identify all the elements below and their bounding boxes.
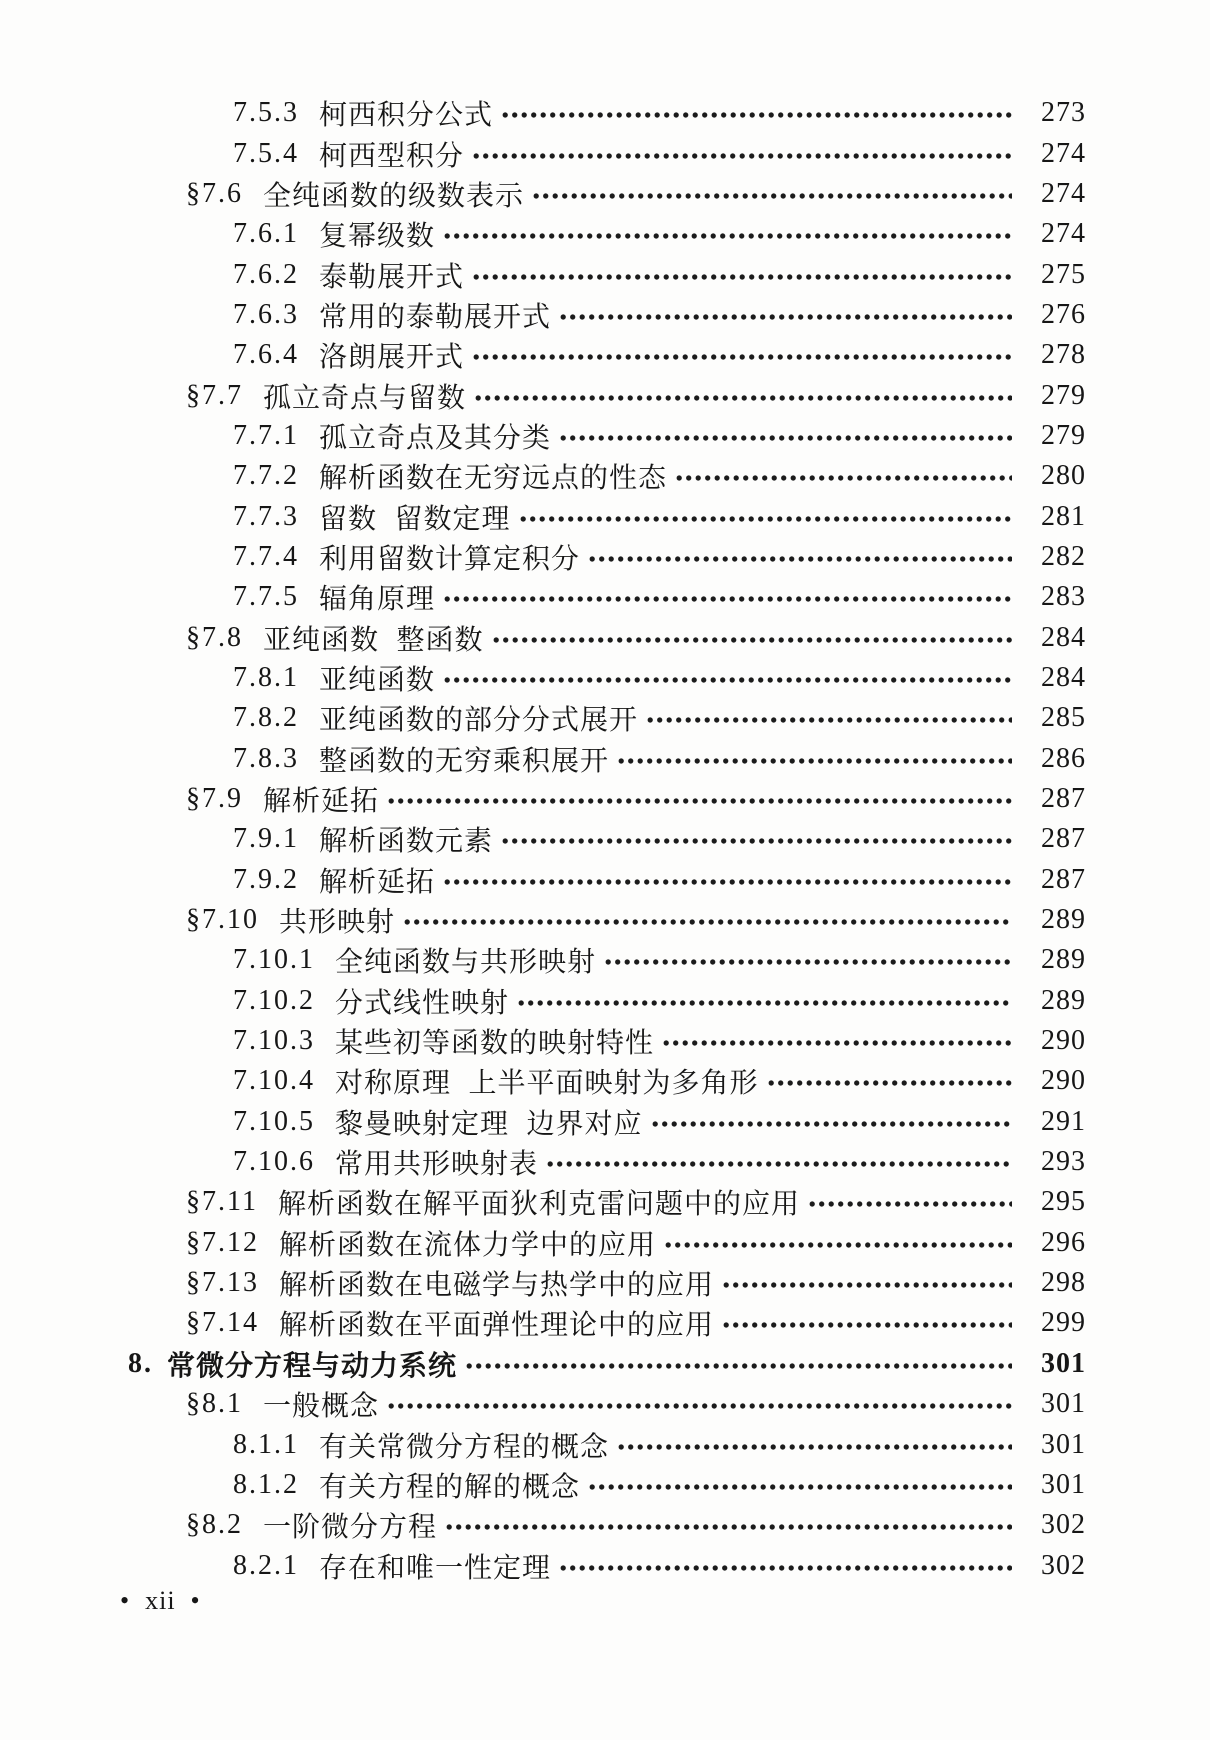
- entry-page-number: 285: [1041, 702, 1086, 734]
- dot-leader: [492, 635, 1012, 645]
- toc-entry: [0, 860, 1086, 900]
- toc-entry: [0, 1142, 1086, 1182]
- toc-entry: [0, 1384, 1086, 1424]
- entry-title: 黎曼映射定理 边界对应: [335, 1107, 643, 1139]
- entry-number: 8.1.2: [233, 1468, 299, 1500]
- entry-title: 解析延拓: [263, 785, 380, 817]
- entry-page-number: 286: [1041, 742, 1086, 774]
- entry-title: 辐角原理: [319, 583, 436, 615]
- entry-title: 一般概念: [263, 1390, 380, 1422]
- toc-entry: [0, 133, 1086, 173]
- toc-entry: [0, 93, 1086, 133]
- entry-number: 7.5.3: [233, 97, 299, 129]
- entry-title: 分式线性映射: [335, 986, 510, 1018]
- dot-leader: [501, 110, 1012, 120]
- entry-number: 8.1.1: [233, 1428, 299, 1460]
- entry-title: 常微分方程与动力系统: [167, 1349, 458, 1381]
- entry-page-number: 295: [1041, 1186, 1086, 1218]
- entry-page-number: 282: [1041, 540, 1086, 572]
- entry-title: 共形映射: [279, 906, 396, 938]
- entry-title: 柯西积分公式: [319, 99, 494, 131]
- toc-entry: [0, 1344, 1086, 1384]
- entry-number: 7.7.3: [233, 500, 299, 532]
- dot-leader: [472, 151, 1012, 161]
- toc-entry: [0, 940, 1086, 980]
- entry-number: 7.7.1: [233, 419, 299, 451]
- entry-title: 有关常微分方程的概念: [319, 1430, 610, 1462]
- entry-title: 有关方程的解的概念: [319, 1470, 581, 1502]
- toc-entry: [0, 1303, 1086, 1343]
- entry-page-number: 279: [1041, 419, 1086, 451]
- toc-entry: [0, 1061, 1086, 1101]
- dot-leader: [675, 473, 1012, 483]
- dot-leader: [559, 1563, 1012, 1573]
- entry-number: 8.: [128, 1347, 153, 1379]
- toc-entry: [0, 496, 1086, 536]
- entry-title: 对称原理 上半平面映射为多角形: [335, 1067, 759, 1099]
- entry-page-number: 284: [1041, 661, 1086, 693]
- entry-page-number: 283: [1041, 581, 1086, 613]
- entry-title: 解析函数在无穷远点的性态: [319, 462, 668, 494]
- toc-entry: [0, 456, 1086, 496]
- toc-entry: [0, 900, 1086, 940]
- dot-leader: [722, 1320, 1012, 1330]
- toc-entry: [0, 537, 1086, 577]
- entry-title: 亚纯函数 整函数: [263, 623, 484, 655]
- toc-entry: [0, 1465, 1086, 1505]
- entry-title: 解析函数在平面弹性理论中的应用: [279, 1309, 715, 1341]
- dot-leader: [501, 836, 1012, 846]
- entry-page-number: 280: [1041, 460, 1086, 492]
- entry-page-number: 299: [1041, 1307, 1086, 1339]
- entry-page-number: 275: [1041, 258, 1086, 290]
- entry-page-number: 301: [1041, 1468, 1086, 1500]
- dot-leader: [465, 1361, 1012, 1371]
- dot-leader: [443, 594, 1012, 604]
- entry-page-number: 287: [1041, 783, 1086, 815]
- entry-title: 洛朗展开式: [319, 341, 465, 373]
- entry-page-number: 281: [1041, 500, 1086, 532]
- entry-page-number: 293: [1041, 1146, 1086, 1178]
- entry-number: §8.1: [186, 1388, 243, 1420]
- entry-page-number: 273: [1041, 97, 1086, 129]
- dot-leader: [403, 917, 1012, 927]
- entry-title: 复幂级数: [319, 220, 436, 252]
- dot-leader: [617, 756, 1012, 766]
- entry-number: 7.7.5: [233, 581, 299, 613]
- entry-title: 一阶微分方程: [263, 1511, 438, 1543]
- entry-number: §7.13: [186, 1267, 259, 1299]
- dot-leader: [387, 796, 1012, 806]
- entry-number: 8.2.1: [233, 1549, 299, 1581]
- dot-leader: [767, 1078, 1012, 1088]
- entry-title: 存在和唯一性定理: [319, 1551, 552, 1583]
- entry-number: 7.6.3: [233, 298, 299, 330]
- toc-entry: [0, 1424, 1086, 1464]
- entry-number: 7.8.1: [233, 661, 299, 693]
- entry-title: 泰勒展开式: [319, 260, 465, 292]
- entry-number: §8.2: [186, 1509, 243, 1541]
- entry-title: 全纯函数的级数表示: [263, 179, 525, 211]
- entry-page-number: 274: [1041, 137, 1086, 169]
- entry-number: 7.7.4: [233, 540, 299, 572]
- entry-number: §7.8: [186, 621, 243, 653]
- entry-number: 7.5.4: [233, 137, 299, 169]
- dot-leader: [472, 352, 1012, 362]
- dot-leader: [445, 1522, 1012, 1532]
- entry-number: §7.11: [186, 1186, 258, 1218]
- page-number-footer: • xii •: [120, 1586, 201, 1615]
- entry-title: 常用的泰勒展开式: [319, 300, 552, 332]
- entry-number: §7.7: [186, 379, 243, 411]
- toc-entry: [0, 819, 1086, 859]
- entry-page-number: 278: [1041, 339, 1086, 371]
- entry-title: 常用共形映射表: [335, 1148, 539, 1180]
- toc-entry: [0, 335, 1086, 375]
- dot-leader: [546, 1159, 1012, 1169]
- entry-number: 7.6.1: [233, 218, 299, 250]
- entry-page-number: 289: [1041, 984, 1086, 1016]
- entry-number: 7.7.2: [233, 460, 299, 492]
- entry-title: 利用留数计算定积分: [319, 542, 581, 574]
- entry-page-number: 290: [1041, 1025, 1086, 1057]
- dot-leader: [588, 1482, 1012, 1492]
- dot-leader: [722, 1280, 1012, 1290]
- toc-entry: [0, 295, 1086, 335]
- entry-number: §7.12: [186, 1226, 259, 1258]
- toc-entry: [0, 1263, 1086, 1303]
- entry-number: 7.10.5: [233, 1105, 315, 1137]
- dot-leader: [559, 433, 1012, 443]
- entry-page-number: 274: [1041, 177, 1086, 209]
- dot-leader: [387, 1401, 1012, 1411]
- entry-title: 亚纯函数: [319, 663, 436, 695]
- entry-number: 7.10.6: [233, 1146, 315, 1178]
- toc-entry: [0, 375, 1086, 415]
- entry-title: 孤立奇点与留数: [263, 381, 467, 413]
- dot-leader: [517, 998, 1012, 1008]
- entry-number: 7.10.3: [233, 1025, 315, 1057]
- dot-leader: [443, 231, 1012, 241]
- toc-entry: [0, 214, 1086, 254]
- entry-title: 全纯函数与共形映射: [335, 946, 597, 978]
- entry-page-number: 289: [1041, 904, 1086, 936]
- entry-number: §7.9: [186, 783, 243, 815]
- dot-leader: [443, 877, 1012, 887]
- entry-page-number: 284: [1041, 621, 1086, 653]
- toc-entry: [0, 698, 1086, 738]
- dot-leader: [651, 1119, 1012, 1129]
- toc-entry: [0, 1182, 1086, 1222]
- entry-page-number: 290: [1041, 1065, 1086, 1097]
- entry-page-number: 287: [1041, 823, 1086, 855]
- toc-entry: [0, 577, 1086, 617]
- toc-entry: [0, 254, 1086, 294]
- entry-number: 7.8.2: [233, 702, 299, 734]
- dot-leader: [443, 675, 1012, 685]
- entry-page-number: 289: [1041, 944, 1086, 976]
- entry-number: 7.10.2: [233, 984, 315, 1016]
- toc-entry: [0, 416, 1086, 456]
- entry-number: §7.6: [186, 177, 243, 209]
- entry-title: 某些初等函数的映射特性: [335, 1027, 655, 1059]
- entry-number: 7.10.4: [233, 1065, 315, 1097]
- entry-page-number: 301: [1041, 1388, 1086, 1420]
- entry-page-number: 287: [1041, 863, 1086, 895]
- entry-title: 解析函数在解平面狄利克雷问题中的应用: [277, 1188, 800, 1220]
- entry-page-number: 298: [1041, 1267, 1086, 1299]
- entry-title: 柯西型积分: [319, 139, 465, 171]
- entry-page-number: 291: [1041, 1105, 1086, 1137]
- dot-leader: [808, 1199, 1012, 1209]
- entry-number: §7.10: [186, 904, 259, 936]
- toc-entry: [0, 739, 1086, 779]
- toc-entry: [0, 1102, 1086, 1142]
- dot-leader: [604, 957, 1012, 967]
- entry-title: 孤立奇点及其分类: [319, 421, 552, 453]
- dot-leader: [559, 312, 1012, 322]
- dot-leader: [617, 1442, 1012, 1452]
- dot-leader: [532, 191, 1012, 201]
- toc-entry: [0, 779, 1086, 819]
- entry-number: 7.6.4: [233, 339, 299, 371]
- toc-entry: [0, 1021, 1086, 1061]
- entry-title: 解析函数在电磁学与热学中的应用: [279, 1269, 715, 1301]
- toc-entry: [0, 1223, 1086, 1263]
- entry-page-number: 301: [1041, 1428, 1086, 1460]
- toc-entry: [0, 174, 1086, 214]
- dot-leader: [474, 393, 1012, 403]
- entry-number: §7.14: [186, 1307, 259, 1339]
- entry-title: 留数 留数定理: [319, 502, 511, 534]
- toc-entry: [0, 981, 1086, 1021]
- entry-page-number: 296: [1041, 1226, 1086, 1258]
- toc-entry: [0, 658, 1086, 698]
- entry-title: 解析函数在流体力学中的应用: [279, 1228, 657, 1260]
- entry-page-number: 302: [1041, 1549, 1086, 1581]
- entry-title: 解析函数元素: [319, 825, 494, 857]
- toc-list: [0, 93, 1086, 1586]
- entry-page-number: 276: [1041, 298, 1086, 330]
- entry-number: 7.8.3: [233, 742, 299, 774]
- entry-title: 解析延拓: [319, 865, 436, 897]
- entry-number: 7.6.2: [233, 258, 299, 290]
- entry-number: 7.9.1: [233, 823, 299, 855]
- dot-leader: [472, 272, 1012, 282]
- entry-number: 7.9.2: [233, 863, 299, 895]
- entry-page-number: 302: [1041, 1509, 1086, 1541]
- entry-page-number: 279: [1041, 379, 1086, 411]
- entry-title: 亚纯函数的部分分式展开: [319, 704, 639, 736]
- entry-title: 整函数的无穷乘积展开: [319, 744, 610, 776]
- toc-entry: [0, 1505, 1086, 1545]
- dot-leader: [519, 514, 1012, 524]
- entry-number: 7.10.1: [233, 944, 315, 976]
- toc-entry: [0, 1545, 1086, 1585]
- dot-leader: [646, 715, 1012, 725]
- dot-leader: [662, 1038, 1012, 1048]
- entry-page-number: 301: [1041, 1347, 1086, 1379]
- toc-entry: [0, 617, 1086, 657]
- dot-leader: [588, 554, 1012, 564]
- entry-page-number: 274: [1041, 218, 1086, 250]
- dot-leader: [664, 1240, 1012, 1250]
